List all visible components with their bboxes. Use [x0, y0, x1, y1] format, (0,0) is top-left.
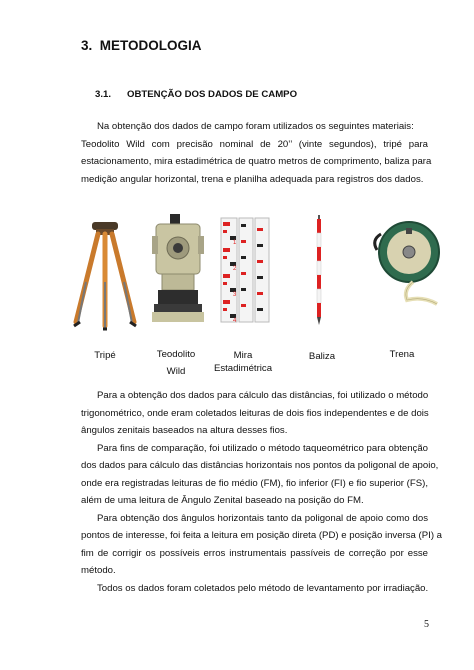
page-number: 5: [424, 619, 429, 630]
staff-tick-label: 1: [233, 240, 237, 246]
text-line: estacionamento, mira estadimétrica de quatro metros de comprimento, baliza para: [81, 156, 432, 167]
section-number: 3.: [81, 38, 93, 53]
staff-tick-label: 4: [233, 318, 237, 324]
subsection-heading: [95, 89, 297, 100]
subsection-title: OBTENÇÃO DOS DADOS DE CAMPO: [127, 89, 298, 100]
text-line: Teodolito Wild com precisão nominal de 20’’ (vinte segundos), tripé para: [81, 138, 428, 150]
caption-line: Estadimétrica: [213, 363, 273, 374]
text-line: Para fins de comparação, foi utilizado o método taqueométrico para obtenção: [97, 442, 428, 454]
text-line: onde era registradas leituras de fio médio (FM), fio inferior (FI) e fio superior (FS),: [81, 477, 428, 489]
text-line: trigonométrico, onde eram coletados leituras de dois fios independentes e de dois: [81, 407, 429, 419]
text-line: Para obtenção dos ângulos horizontais tanto da poligonal de apoio como dos: [97, 512, 428, 524]
caption-tripod: Tripé: [94, 350, 116, 361]
range-pole-image: [315, 215, 323, 325]
caption-line: Teodolito: [156, 349, 196, 360]
caption-range-pole: Baliza: [308, 351, 336, 362]
tripod-image: [72, 222, 138, 330]
section-heading: [81, 38, 202, 53]
text-line: Todos os dados foram coletados pelo método de levantamento por irradiação.: [97, 582, 429, 594]
caption-theodolite: [147, 348, 205, 378]
text-line: método.: [81, 565, 116, 576]
paragraph-methods: [81, 387, 443, 597]
staff-tick-label: 3: [233, 292, 237, 298]
staff-tick-label: 2: [233, 266, 237, 272]
text-line: medição angular horizontal, trena e planilha adequada para registros dos dados.: [81, 173, 424, 185]
theodolite-image: [148, 214, 208, 326]
text-line: pontos de interesse, foi feita a leitura em posição direta (PD) e posição inversa (PI) a: [81, 530, 443, 541]
text-line: ângulos zenitais baseados na altura desses fios.: [81, 425, 288, 436]
text-line: Na obtenção dos dados de campo foram utilizados os seguintes materiais:: [97, 121, 414, 132]
text-line: dos dados para cálculo das distâncias horizontais nos pontos da poligonal de apoio,: [81, 460, 439, 471]
caption-measuring-tape: Trena: [389, 349, 415, 360]
caption-leveling-staff: [212, 349, 274, 375]
paragraph-materials: [81, 118, 432, 188]
measuring-tape-image: [373, 220, 445, 310]
section-title: METODOLOGIA: [99, 38, 202, 53]
leveling-staff-image: [221, 218, 271, 322]
text-line: Para a obtenção dos dados para cálculo das distâncias, foi utilizado o método: [97, 390, 429, 401]
caption-line: Wild: [166, 366, 186, 377]
caption-line: Mira: [233, 350, 253, 361]
text-line: fim de corrigir os possíveis erros instrumentais passíveis de correção por esse: [81, 547, 428, 559]
subsection-number: 3.1.: [95, 89, 112, 100]
text-line: além de uma leitura de Ângulo Zenital baseado na posição do FM.: [81, 495, 364, 506]
